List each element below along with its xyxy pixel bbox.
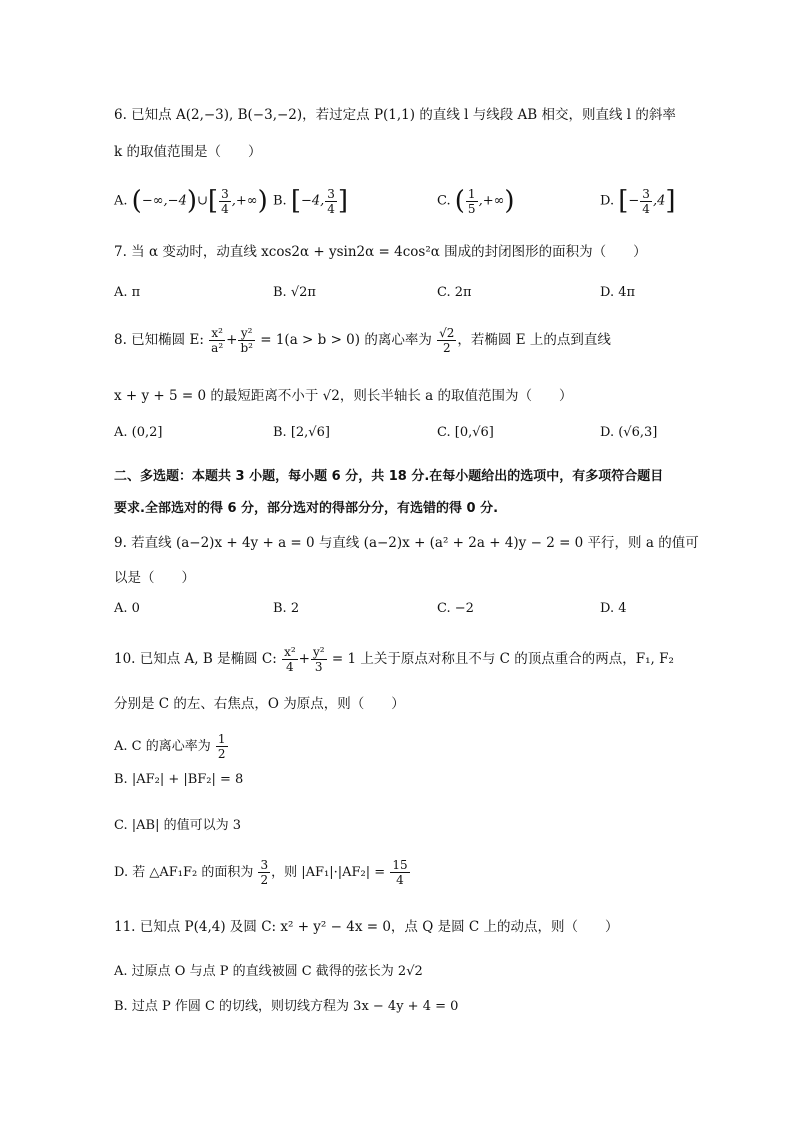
- section-header-line2: 要求.全部选对的得 6 分，部分选对的得部分分，有选错的得 0 分.: [114, 501, 499, 516]
- q8-option-d[interactable]: D. (√6,3]: [600, 425, 658, 440]
- q6-stem-line2: k 的取值范围是（ ）: [114, 144, 262, 160]
- q10-option-d[interactable]: D. 若 △AF₁F₂ 的面积为 $\frac{3}{2}$ ，则 |AF₁|·|AF₂| = $\frac{15}{4}$: [114, 858, 408, 887]
- q9-option-d[interactable]: D. 4: [600, 601, 627, 616]
- q6-stem-line1: 6. 已知点 A(2,−3), B(−3,−2)，若过定点 P(1,1) 的直线 l 与线段 AB 相交，则直线 l 的斜率: [114, 107, 676, 123]
- q7-option-d[interactable]: D. 4π: [600, 285, 636, 300]
- section-header-line1: 二、多选题：本题共 3 小题，每小题 6 分，共 18 分.在每小题给出的选项中，有多项符合题目: [114, 469, 664, 484]
- q9-stem-line1: 9. 若直线 (a−2)x + 4y + a = 0 与直线 (a−2)x + (a² + 2a + 4)y − 2 = 0 平行，则 a 的值可: [114, 535, 699, 551]
- q11-option-b[interactable]: B. 过点 P 作圆 C 的切线，则切线方程为 3x − 4y + 4 = 0: [114, 999, 459, 1014]
- q6-option-c[interactable]: C. ( $\frac{1}{5}$ ,+∞): [437, 186, 515, 216]
- q6-option-d[interactable]: D. [− $\frac{3}{4}$ ,4]: [600, 186, 676, 216]
- q8-option-a[interactable]: A. (0,2]: [114, 425, 163, 440]
- q7-option-b[interactable]: B. √2π: [273, 285, 316, 300]
- q9-option-b[interactable]: B. 2: [273, 601, 300, 616]
- q7-option-a[interactable]: A. π: [114, 285, 141, 300]
- q10-stem-line2: 分别是 C 的左、右焦点，O 为原点，则（ ）: [114, 696, 405, 712]
- q7-option-c[interactable]: C. 2π: [437, 285, 472, 300]
- q7-stem: 7. 当 α 变动时，动直线 xcos2α + ysin2α = 4cos²α 围成的封闭图形的面积为（ ）: [114, 244, 647, 260]
- q11-stem: 11. 已知点 P(4,4) 及圆 C: x² + y² − 4x = 0，点 Q 是圆 C 上的动点，则（ ）: [114, 919, 619, 935]
- q10-stem-line1: 10. 已知点 A, B 是椭圆 C: $\frac{\text{x²}}{4}$ + $\frac{\text{y²}}{3}$ = 1 上关于原点对称且不与 C 的顶点重合的两点，F₁, F₂: [114, 645, 674, 674]
- q6-option-a[interactable]: A. (−∞,−4)∪[ $\frac{3}{4}$ ,+∞): [114, 186, 268, 216]
- q9-stem-line2: 以是（ ）: [114, 570, 195, 586]
- q8-stem-line1: 8. 已知椭圆 E: $\frac{\text{x²}}{\text{a²}}$ + $\frac{\text{y²}}{\text{b²}}$ = 1(a > b > 0) 的离心率为 $\frac{√2}{2}$ ，若椭圆 E 上的点到直线: [114, 326, 611, 355]
- q8-option-c[interactable]: C. [0,√6]: [437, 425, 494, 440]
- q10-option-c[interactable]: C. |AB| 的值可以为 3: [114, 818, 241, 833]
- q11-option-a[interactable]: A. 过原点 O 与点 P 的直线被圆 C 截得的弦长为 2√2: [114, 964, 423, 979]
- q10-option-b[interactable]: B. |AF₂| + |BF₂| = 8: [114, 772, 244, 787]
- q8-stem-line2: x + y + 5 = 0 的最短距离不小于 √2，则长半轴长 a 的取值范围为（ ）: [114, 388, 573, 404]
- q9-option-a[interactable]: A. 0: [114, 601, 140, 616]
- q10-option-a[interactable]: A. C 的离心率为 $\frac{1}{2}$: [114, 732, 226, 761]
- q6-option-b[interactable]: B. [−4, $\frac{3}{4}$ ]: [273, 186, 349, 216]
- q8-option-b[interactable]: B. [2,√6]: [273, 425, 330, 440]
- q9-option-c[interactable]: C. −2: [437, 601, 474, 616]
